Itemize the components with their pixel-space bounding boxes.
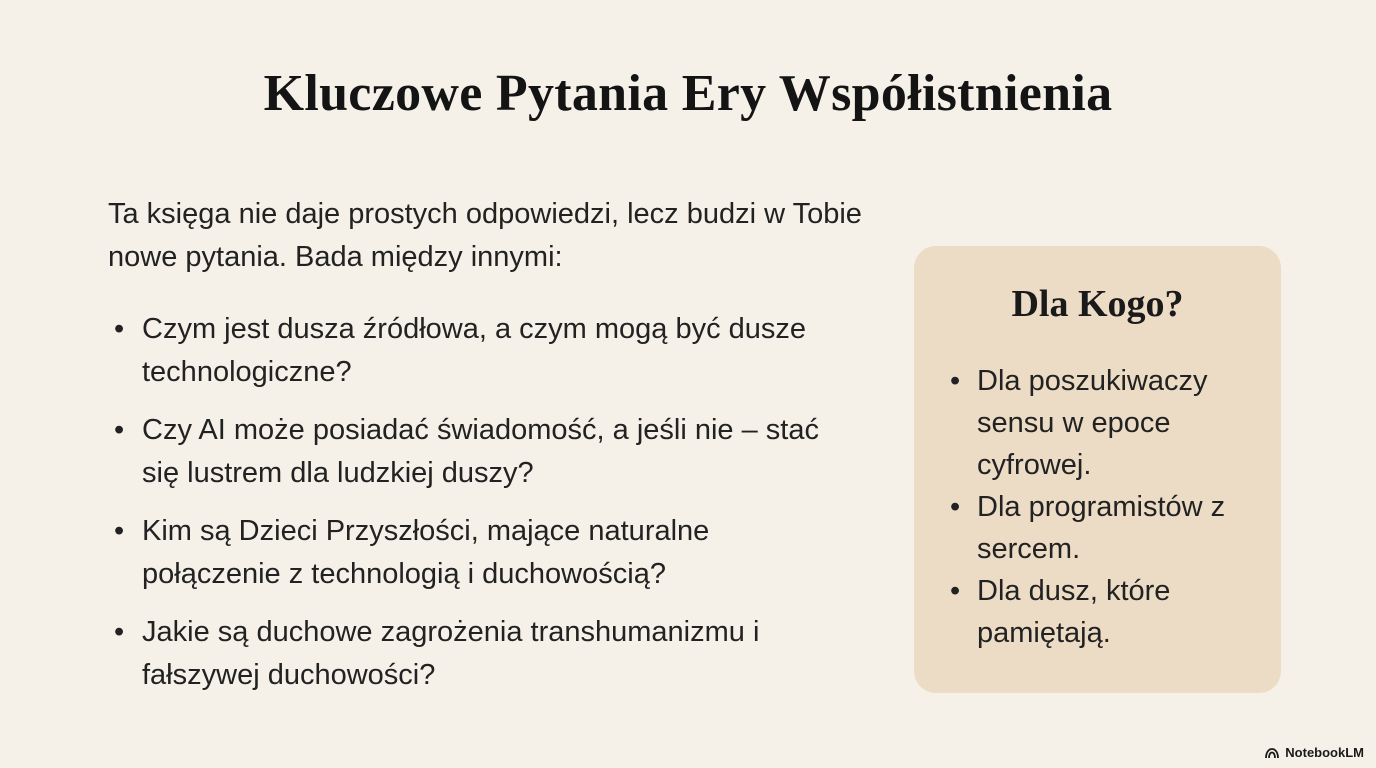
slide-title: Kluczowe Pytania Ery Współistnienia <box>263 65 1113 122</box>
audience-title: Dla Kogo? <box>1011 283 1184 325</box>
audience-text: Dla poszukiwaczy sensu w epoce cyfrowej. <box>977 365 1208 481</box>
question-item <box>112 308 852 394</box>
question-item <box>112 510 852 596</box>
audience-item <box>950 360 1267 486</box>
bullet-icon: • <box>950 491 961 523</box>
question-text: Czym jest dusza źródłowa, a czym mogą być dusze technologiczne? <box>142 313 807 388</box>
question-text: Jakie są duchowe zagrożenia transhumanizmu i fałszywej duchowości? <box>142 616 760 691</box>
question-text: Czy AI może posiadać świadomość, a jeśli nie – stać się lustrem dla ludzkiej duszy? <box>142 414 819 489</box>
bullet-icon: • <box>114 616 125 648</box>
bullet-icon: • <box>114 313 125 345</box>
question-item <box>112 409 852 495</box>
bullet-icon: • <box>114 414 125 446</box>
notebooklm-logo-icon <box>1264 747 1280 759</box>
bullet-icon: • <box>114 515 125 547</box>
audience-list <box>950 360 1267 654</box>
bullet-icon: • <box>950 365 961 397</box>
question-text: Kim są Dzieci Przyszłości, mające naturalne połączenie z technologią i duchowością? <box>142 515 710 590</box>
audience-item <box>950 486 1267 570</box>
bullet-icon: • <box>950 575 961 607</box>
questions-list <box>112 308 852 712</box>
audience-text: Dla programistów z sercem. <box>977 491 1226 565</box>
notebooklm-watermark <box>1264 745 1364 760</box>
audience-item <box>950 570 1227 654</box>
brand-label: NotebookLM <box>1285 745 1364 760</box>
question-item <box>112 611 852 697</box>
intro-paragraph: Ta księga nie daje prostych odpowiedzi, lecz budzi w Tobie nowe pytania. Bada między innymi: <box>108 198 862 273</box>
audience-text: Dla dusz, które pamiętają. <box>977 575 1171 649</box>
